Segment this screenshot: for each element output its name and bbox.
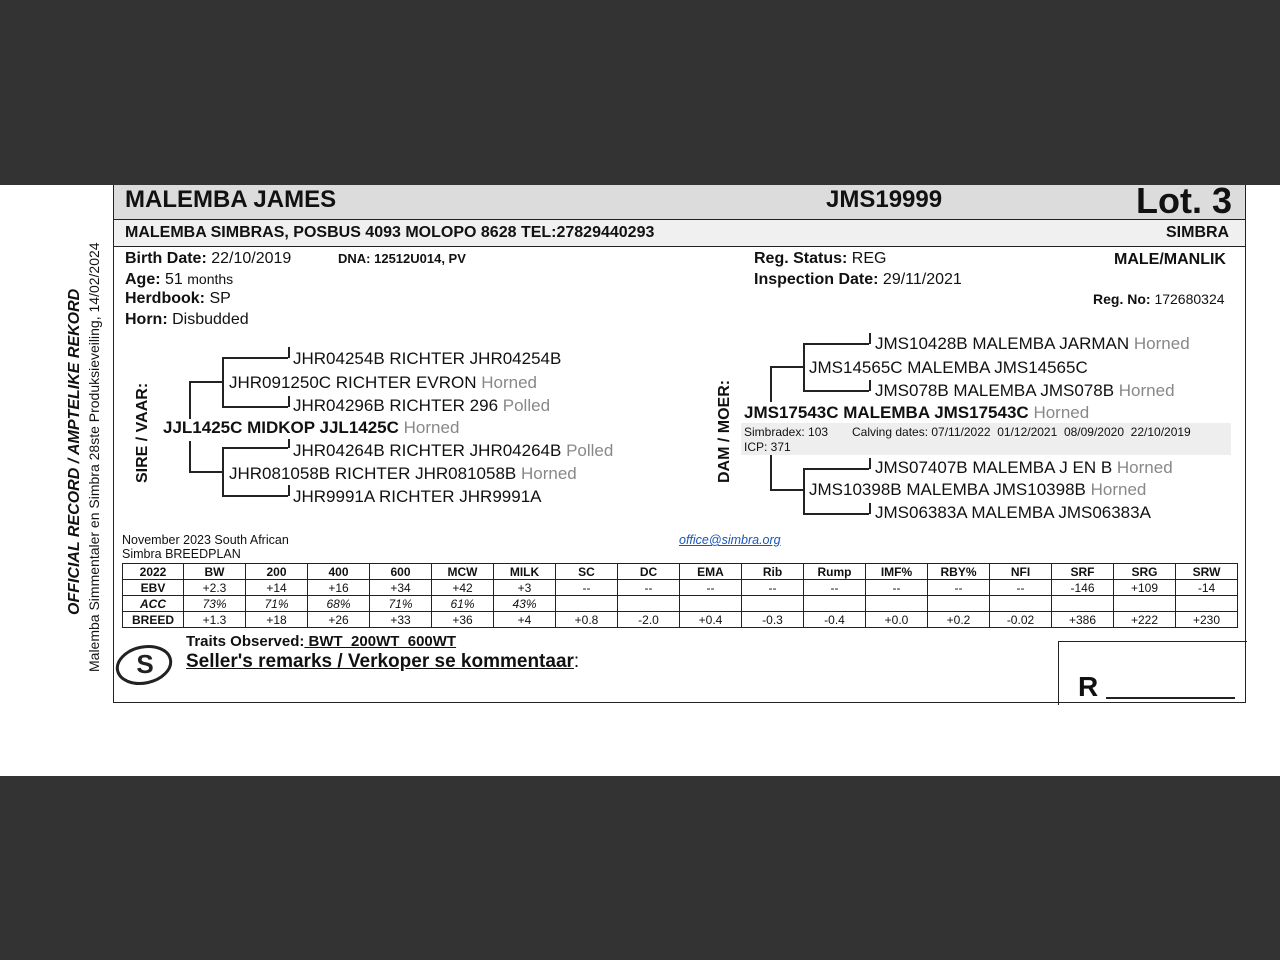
inspection-value: 29/11/2021 bbox=[882, 271, 962, 288]
sire-gd1-name: JHR081058B RICHTER JHR081058B bbox=[229, 464, 517, 483]
dam-gd1-name: JMS10398B MALEMBA JMS10398B bbox=[809, 480, 1086, 499]
dam-ggs1-name: JMS10428B MALEMBA JARMAN bbox=[875, 334, 1130, 353]
inspection-date bbox=[754, 271, 962, 289]
table-cell bbox=[680, 596, 742, 612]
dam-ggd1-name: JMS078B MALEMBA JMS078B bbox=[875, 381, 1115, 400]
table-cell: SRF bbox=[1052, 564, 1114, 580]
dam-line bbox=[803, 513, 869, 515]
sire-gd1 bbox=[229, 464, 577, 484]
table-cell: +18 bbox=[246, 612, 308, 628]
table-cell bbox=[1176, 596, 1238, 612]
reg-status-label: Reg. Status: bbox=[754, 250, 848, 267]
sire-ggd1-horn: Polled bbox=[502, 396, 551, 415]
table-cell: +36 bbox=[432, 612, 494, 628]
dam-line bbox=[803, 343, 805, 390]
sire-line bbox=[288, 485, 290, 496]
table-cell bbox=[928, 596, 990, 612]
dam-line bbox=[803, 468, 869, 470]
horn-status bbox=[125, 311, 249, 329]
table-cell: BREED bbox=[123, 612, 184, 628]
sire-label: SIRE / VAAR: bbox=[134, 382, 151, 483]
table-cell: +0.2 bbox=[928, 612, 990, 628]
table-cell: 600 bbox=[370, 564, 432, 580]
record-card bbox=[0, 180, 1280, 776]
table-row bbox=[123, 596, 1238, 612]
table-cell: -14 bbox=[1176, 580, 1238, 596]
table-cell: 71% bbox=[246, 596, 308, 612]
table-cell: SC bbox=[556, 564, 618, 580]
sire-ggs2-horn: Polled bbox=[566, 441, 614, 460]
sire-gs1-name: JHR091250C RICHTER EVRON bbox=[229, 373, 477, 392]
auction-label: Malemba Simmentaler en Simbra 28ste Produksieveiling, 14/02/2024 bbox=[86, 242, 102, 672]
table-cell: 43% bbox=[494, 596, 556, 612]
sire-name bbox=[163, 418, 459, 438]
sire-gd1-horn: Horned bbox=[520, 464, 577, 483]
price-line[interactable] bbox=[1106, 697, 1235, 699]
table-cell bbox=[556, 596, 618, 612]
dam-ggs1-horn: Horned bbox=[1133, 334, 1190, 353]
table-cell: +4 bbox=[494, 612, 556, 628]
table-cell: +0.0 bbox=[866, 612, 928, 628]
sire-ggd1 bbox=[293, 396, 550, 416]
dam-ggd2 bbox=[875, 503, 1151, 523]
breeder-info: MALEMBA SIMBRAS, POSBUS 4093 MOLOPO 8628 TEL:27829440293 bbox=[125, 224, 655, 241]
table-cell: 200 bbox=[246, 564, 308, 580]
traits-label: Traits Observed: bbox=[186, 633, 305, 650]
sire-line bbox=[222, 406, 288, 408]
table-cell: ACC bbox=[123, 596, 184, 612]
age-value: 51 bbox=[165, 271, 183, 288]
table-cell: +2.3 bbox=[184, 580, 246, 596]
remarks-colon: : bbox=[573, 651, 580, 672]
sire-line bbox=[189, 381, 191, 419]
table-cell: +26 bbox=[308, 612, 370, 628]
dam-line bbox=[869, 458, 871, 469]
table-cell bbox=[990, 596, 1052, 612]
email-link[interactable]: office@simbra.org bbox=[679, 533, 781, 547]
table-cell: +3 bbox=[494, 580, 556, 596]
table-cell: -146 bbox=[1052, 580, 1114, 596]
dam-line bbox=[869, 503, 871, 514]
dam-ggd1-horn: Horned bbox=[1118, 381, 1175, 400]
dam-line bbox=[869, 380, 871, 391]
table-cell: -- bbox=[556, 580, 618, 596]
dam-line bbox=[770, 366, 803, 368]
sire-ggs1 bbox=[293, 349, 561, 369]
breed: SIMBRA bbox=[1166, 224, 1230, 241]
table-cell: +109 bbox=[1114, 580, 1176, 596]
sire-ggs1-name: JHR04254B RICHTER JHR04254B bbox=[293, 349, 562, 368]
official-record-label: OFFICIAL RECORD / AMPTELIKE REKORD bbox=[66, 288, 83, 615]
age bbox=[125, 271, 233, 289]
table-cell: 68% bbox=[308, 596, 370, 612]
herdbook bbox=[125, 290, 231, 308]
table-cell: Rump bbox=[804, 564, 866, 580]
sire-ggd2 bbox=[293, 487, 541, 507]
dam-name bbox=[744, 403, 1089, 423]
table-cell bbox=[1052, 596, 1114, 612]
table-cell: DC bbox=[618, 564, 680, 580]
dam-line bbox=[869, 333, 871, 344]
dam-ggs2 bbox=[875, 458, 1173, 478]
birth-date bbox=[125, 250, 291, 268]
dam-gd1 bbox=[809, 480, 1146, 500]
dam-gs1-name: JMS14565C MALEMBA JMS14565C bbox=[809, 358, 1088, 377]
table-cell: -0.3 bbox=[742, 612, 804, 628]
dam-line bbox=[770, 366, 772, 402]
sire-gs1 bbox=[229, 373, 537, 393]
reg-status bbox=[754, 250, 886, 268]
table-cell: -- bbox=[866, 580, 928, 596]
table-row bbox=[123, 612, 1238, 628]
table-cell: -0.4 bbox=[804, 612, 866, 628]
simbradex: Simbradex: 103 bbox=[744, 425, 829, 439]
dam-line bbox=[803, 468, 805, 514]
horn-label: Horn: bbox=[125, 311, 168, 328]
table-cell: -- bbox=[804, 580, 866, 596]
sire-line bbox=[222, 495, 288, 497]
table-cell bbox=[618, 596, 680, 612]
table-cell: -- bbox=[618, 580, 680, 596]
table-cell bbox=[804, 596, 866, 612]
table-cell: -- bbox=[680, 580, 742, 596]
table-cell: BW bbox=[184, 564, 246, 580]
sire-line bbox=[222, 447, 224, 496]
dam-gs1 bbox=[809, 358, 1088, 378]
sex: MALE/MANLIK bbox=[1114, 251, 1226, 268]
dam-label: DAM / MOER: bbox=[716, 379, 733, 483]
dam-ggs2-horn: Horned bbox=[1116, 458, 1173, 477]
calving-dates: Calving dates: 07/11/2022 01/12/2021 08/09/2020 22/10/2019 bbox=[852, 425, 1191, 439]
dam-line bbox=[770, 489, 803, 491]
table-row bbox=[123, 580, 1238, 596]
table-cell: 73% bbox=[184, 596, 246, 612]
table-cell: -0.02 bbox=[990, 612, 1052, 628]
sire-line bbox=[288, 347, 290, 358]
table-cell: 400 bbox=[308, 564, 370, 580]
traits-value: BWT 200WT 600WT bbox=[304, 633, 457, 650]
table-cell: MILK bbox=[494, 564, 556, 580]
table-cell: +14 bbox=[246, 580, 308, 596]
birth-date-value: 22/10/2019 bbox=[211, 250, 292, 267]
age-label: Age: bbox=[125, 271, 161, 288]
herdbook-value: SP bbox=[209, 290, 231, 307]
sire-line bbox=[189, 441, 191, 471]
table-cell: -- bbox=[928, 580, 990, 596]
table-cell: 71% bbox=[370, 596, 432, 612]
table-cell: -- bbox=[742, 580, 804, 596]
table-cell: 61% bbox=[432, 596, 494, 612]
breedplan-line1: November 2023 South African bbox=[122, 533, 289, 547]
table-cell: SRW bbox=[1176, 564, 1238, 580]
sire-ggs2 bbox=[293, 441, 613, 461]
table-cell: IMF% bbox=[866, 564, 928, 580]
table-cell: -- bbox=[990, 580, 1052, 596]
table-cell: +1.3 bbox=[184, 612, 246, 628]
sire-line bbox=[222, 357, 288, 359]
ebv-table bbox=[122, 563, 1238, 628]
dam-ggs2-name: JMS07407B MALEMBA J EN B bbox=[875, 458, 1113, 477]
sire-line bbox=[222, 357, 224, 407]
table-cell: RBY% bbox=[928, 564, 990, 580]
table-header-row bbox=[123, 564, 1238, 580]
animal-id: JMS19999 bbox=[826, 186, 943, 213]
sire-ggs2-name: JHR04264B RICHTER JHR04264B bbox=[293, 441, 562, 460]
dam-line bbox=[770, 455, 772, 490]
traits-observed bbox=[186, 633, 456, 650]
dam-ggs1 bbox=[875, 334, 1190, 354]
table-cell: +0.8 bbox=[556, 612, 618, 628]
dam-main-name: JMS17543C MALEMBA JMS17543C bbox=[744, 403, 1029, 422]
herdbook-label: Herdbook: bbox=[125, 290, 205, 307]
age-unit: months bbox=[187, 271, 234, 287]
horn-value: Disbudded bbox=[172, 311, 249, 328]
sellers-remarks bbox=[186, 651, 579, 673]
price-label: R bbox=[1078, 671, 1099, 702]
table-cell: SRG bbox=[1114, 564, 1176, 580]
inspection-label: Inspection Date: bbox=[754, 271, 879, 288]
sire-line bbox=[222, 447, 288, 449]
sire-gs1-horn: Horned bbox=[481, 373, 538, 392]
dam-line bbox=[803, 343, 869, 345]
sire-line bbox=[288, 439, 290, 448]
table-cell: +33 bbox=[370, 612, 432, 628]
table-cell: +230 bbox=[1176, 612, 1238, 628]
table-cell: +0.4 bbox=[680, 612, 742, 628]
sire-main-name: JJL1425C MIDKOP JJL1425C bbox=[163, 418, 399, 437]
breedplan-line2: Simbra BREEDPLAN bbox=[122, 547, 241, 561]
reg-status-value: REG bbox=[851, 250, 887, 267]
table-cell bbox=[1114, 596, 1176, 612]
table-cell: Rib bbox=[742, 564, 804, 580]
reg-no-value: 172680324 bbox=[1154, 291, 1225, 307]
animal-name: MALEMBA JAMES bbox=[125, 186, 337, 213]
dam-line bbox=[803, 390, 869, 392]
table-cell: +386 bbox=[1052, 612, 1114, 628]
logo-letter: S bbox=[136, 649, 154, 679]
table-cell: 2022 bbox=[123, 564, 184, 580]
dna-info: DNA: 12512U014, PV bbox=[338, 251, 466, 266]
birth-date-label: Birth Date: bbox=[125, 250, 207, 267]
table-cell: +42 bbox=[432, 580, 494, 596]
dam-ggd2-name: JMS06383A MALEMBA JMS06383A bbox=[875, 503, 1151, 522]
table-cell: NFI bbox=[990, 564, 1052, 580]
table-cell bbox=[742, 596, 804, 612]
sire-line bbox=[288, 396, 290, 407]
table-cell: EMA bbox=[680, 564, 742, 580]
table-cell: EBV bbox=[123, 580, 184, 596]
lot-number: Lot. 3 bbox=[1136, 180, 1232, 221]
reg-number bbox=[1093, 291, 1225, 307]
dam-ggd1 bbox=[875, 381, 1175, 401]
dam-main-horn: Horned bbox=[1033, 403, 1090, 422]
table-cell: MCW bbox=[432, 564, 494, 580]
sire-line bbox=[189, 471, 222, 473]
icp: ICP: 371 bbox=[744, 440, 791, 454]
table-cell bbox=[866, 596, 928, 612]
remarks-label: Seller's remarks / Verkoper se kommentaar bbox=[186, 651, 574, 672]
sire-main-horn: Horned bbox=[403, 418, 460, 437]
table-cell: +222 bbox=[1114, 612, 1176, 628]
sire-ggd2-name: JHR9991A RICHTER JHR9991A bbox=[293, 487, 542, 506]
table-cell: -2.0 bbox=[618, 612, 680, 628]
sire-ggd1-name: JHR04296B RICHTER 296 bbox=[293, 396, 499, 415]
sire-line bbox=[189, 381, 222, 383]
simbra-logo bbox=[114, 640, 176, 690]
reg-no-label: Reg. No: bbox=[1093, 291, 1151, 307]
table-cell: +16 bbox=[308, 580, 370, 596]
table-cell: +34 bbox=[370, 580, 432, 596]
dam-gd1-horn: Horned bbox=[1090, 480, 1147, 499]
